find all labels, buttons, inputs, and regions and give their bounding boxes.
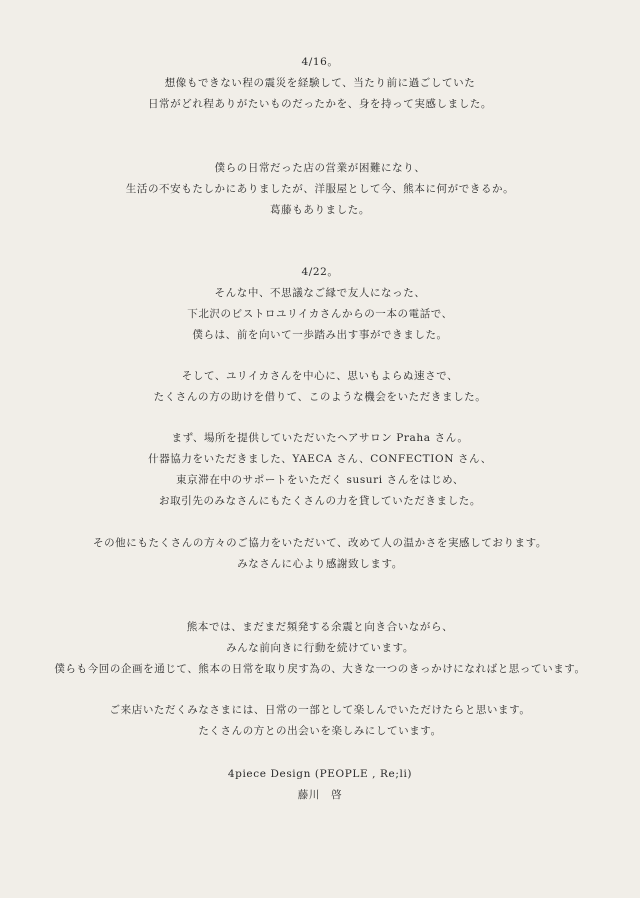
signature-company: 4piece Design (PEOPLE , Re;li) xyxy=(227,768,413,780)
paragraph-3-line-2: 下北沢のビストロユリイカさんからの一本の電話で、 xyxy=(187,308,453,320)
paragraph-7-line-2: みんな前向きに行動を続けています。 xyxy=(226,642,414,654)
paragraph-6-line-1: その他にもたくさんの方々のご協力をいただいて、改めて人の温かさを実感しております。 xyxy=(92,537,548,549)
paragraph-4-line-1: そして、ユリイカさんを中心に、思いもよらぬ速さで、 xyxy=(181,370,459,382)
signature-name: 藤川 啓 xyxy=(297,789,343,801)
paragraph-2-line-2: 生活の不安もたしかにありましたが、洋服屋として今、熊本に何ができるか。 xyxy=(125,183,515,195)
paragraph-3-line-1: そんな中、不思議なご縁で友人になった、 xyxy=(214,287,426,299)
paragraph-5-line-1: まず、場所を提供していただいたヘアサロン Praha さん。 xyxy=(171,432,469,444)
paragraph-5-line-4: お取引先のみなさんにもたくさんの力を貸していただきました。 xyxy=(159,495,481,507)
paragraph-4-line-2: たくさんの方の助けを借りて、このような機会をいただきました。 xyxy=(153,391,487,403)
date-heading-1: 4/16。 xyxy=(301,56,339,68)
paragraph-1-line-1: 想像もできない程の震災を経験して、当たり前に過ごしていた xyxy=(164,77,476,89)
paragraph-7-line-1: 熊本では、まだまだ頻発する余震と向き合いながら、 xyxy=(186,621,454,633)
paragraph-7-line-3: 僕らも今回の企画を通じて、熊本の日常を取り戻す為の、大きな一つのきっかけになればと思っています。 xyxy=(54,663,586,675)
paragraph-5-line-3: 東京滞在中のサポートをいただく susuri さんをはじめ、 xyxy=(176,474,464,486)
paragraph-8-line-2: たくさんの方との出会いを楽しみにしています。 xyxy=(198,725,442,737)
paragraph-5-line-2: 什器協力をいただきました、YAECA さん、CONFECTION さん、 xyxy=(148,453,492,465)
paragraph-3-line-3: 僕らは、前を向いて一歩踏み出す事ができました。 xyxy=(192,329,448,341)
date-heading-2: 4/22。 xyxy=(301,266,339,278)
paragraph-2-line-1: 僕らの日常だった店の営業が困難になり、 xyxy=(214,162,426,174)
paragraph-6-line-2: みなさんに心より感謝致します。 xyxy=(237,558,403,570)
paragraph-2-line-3: 葛藤もありました。 xyxy=(270,204,370,216)
paragraph-8-line-1: ご来店いただくみなさまには、日常の一部として楽しんでいただけたらと思います。 xyxy=(109,704,531,716)
paragraph-1-line-2: 日常がどれ程ありがたいものだったかを、身を持って実感しました。 xyxy=(147,98,493,110)
